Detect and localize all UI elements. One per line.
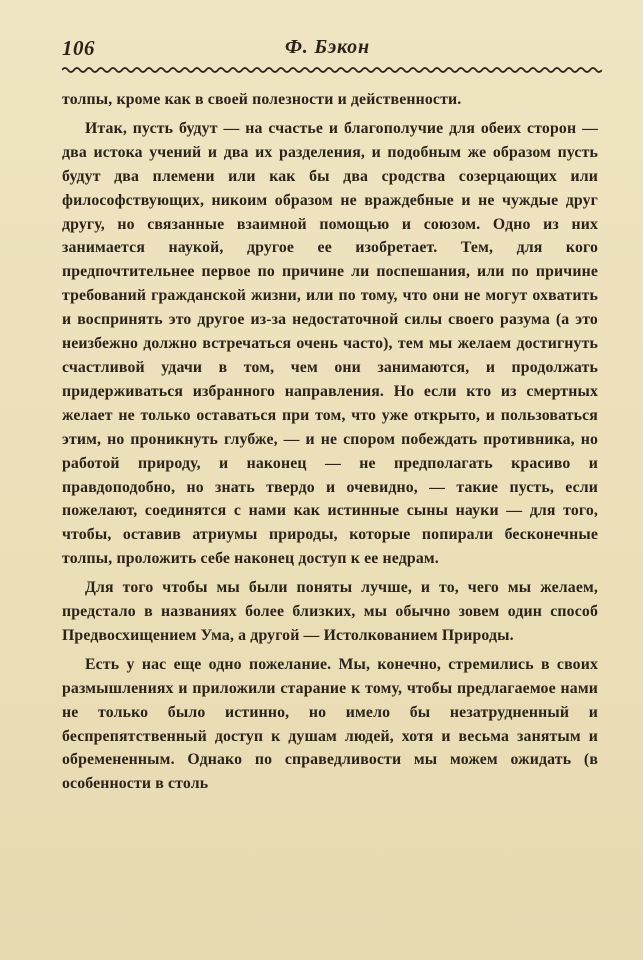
header-rule-ornament [62, 66, 602, 74]
page-header [62, 36, 602, 62]
body-text [62, 88, 598, 801]
running-title: Ф. Бэкон [285, 36, 370, 58]
paragraph-3: Для того чтобы мы были поняты лучше, и то, чего мы желаем, предстало в названиях более близких, мы обычно зовем один способ Предвосхищением Ума, а другой — Истолкованием Природы. [62, 579, 598, 644]
paragraph-4: Есть у нас еще одно пожелание. Мы, конечно, стремились в своих размышлениях и приложили старание к тому, чтобы предлагаемое нами не только было истинно, но имело бы незатрудненный и беспрепятственный доступ к душам людей, хотя и весьма занятым и обремененным. Однако по справедливости мы можем ожидать (в особенности в столь [62, 655, 598, 793]
paragraph-1: толпы, кроме как в своей полезности и действенности. [62, 91, 462, 108]
paragraph-2: Итак, пусть будут — на счастье и благополучие для обеих сторон — два истока учений и два их разделения, и подобным же образом пусть будут два племени или как бы два сродства созерцающих или философствующих, никоим образом не враждебные и не чуждые друг другу, но связанные взаимной помощью и союзом. Одно из них занимается наукой, другое ее изобретает. Тем, для кого предпочтительнее первое по причине ли поспешания, или по причине требований гражданской жизни, или по тому, что они не могут охватить и воспринять это другое из-за недостаточной силы своего разума (а это неизбежно должно встречаться очень часто), тем мы желаем достигнуть счастливой удачи в том, чем они занимаются, и продолжать придерживаться избранного направления. Но если кто из смертных желает не только оставаться при том, что уже открыто, и пользоваться этим, но проникнуть глубже, — и не спором побеждать противника, но работой природу, и наконец — не предполагать красиво и правдоподобно, но знать твердо и очевидно, — такие пусть, если пожелают, соединятся с нами как истинные сыны науки — для того, чтобы, оставив атриумы природы, которые попирали бесконечные толпы, проложить себе наконец доступ к ее недрам. [62, 119, 598, 568]
page-number: 106 [62, 36, 95, 60]
